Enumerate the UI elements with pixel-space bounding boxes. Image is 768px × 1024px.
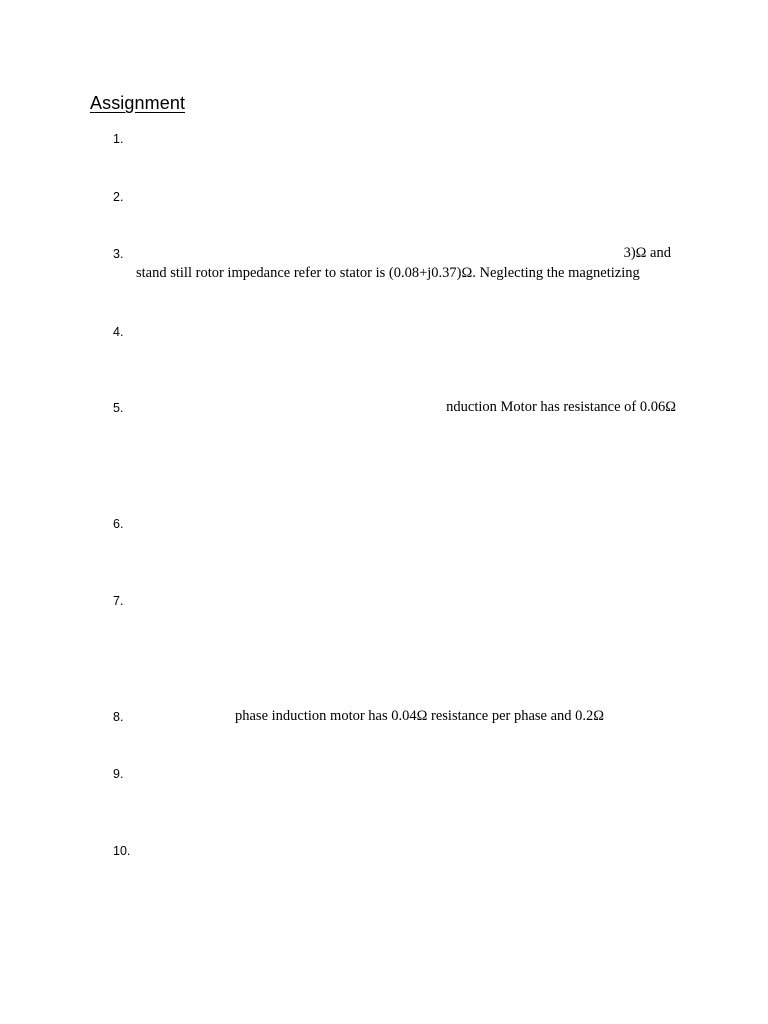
item-number: 6. — [113, 517, 124, 531]
item-number: 1. — [113, 132, 124, 146]
item-text-line: stand still rotor impedance refer to stator is (0.08+j0.37)Ω. Neglecting the magnetizing — [136, 265, 640, 281]
item-number: 2. — [113, 190, 124, 204]
item-number: 10. — [113, 844, 131, 858]
item-text-fragment: 3)Ω and — [623, 245, 671, 261]
item-text-fragment: phase induction motor has 0.04Ω resistance per phase and 0.2Ω — [235, 708, 605, 724]
item-number: 7. — [113, 594, 124, 608]
page-title: Assignment — [90, 93, 186, 113]
item-number: 3. — [113, 247, 124, 261]
item-number: 8. — [113, 710, 124, 724]
item-number: 9. — [113, 767, 124, 781]
item-text-fragment: nduction Motor has resistance of 0.06Ω — [446, 399, 676, 415]
item-number: 4. — [113, 325, 124, 339]
item-number: 5. — [113, 401, 124, 415]
